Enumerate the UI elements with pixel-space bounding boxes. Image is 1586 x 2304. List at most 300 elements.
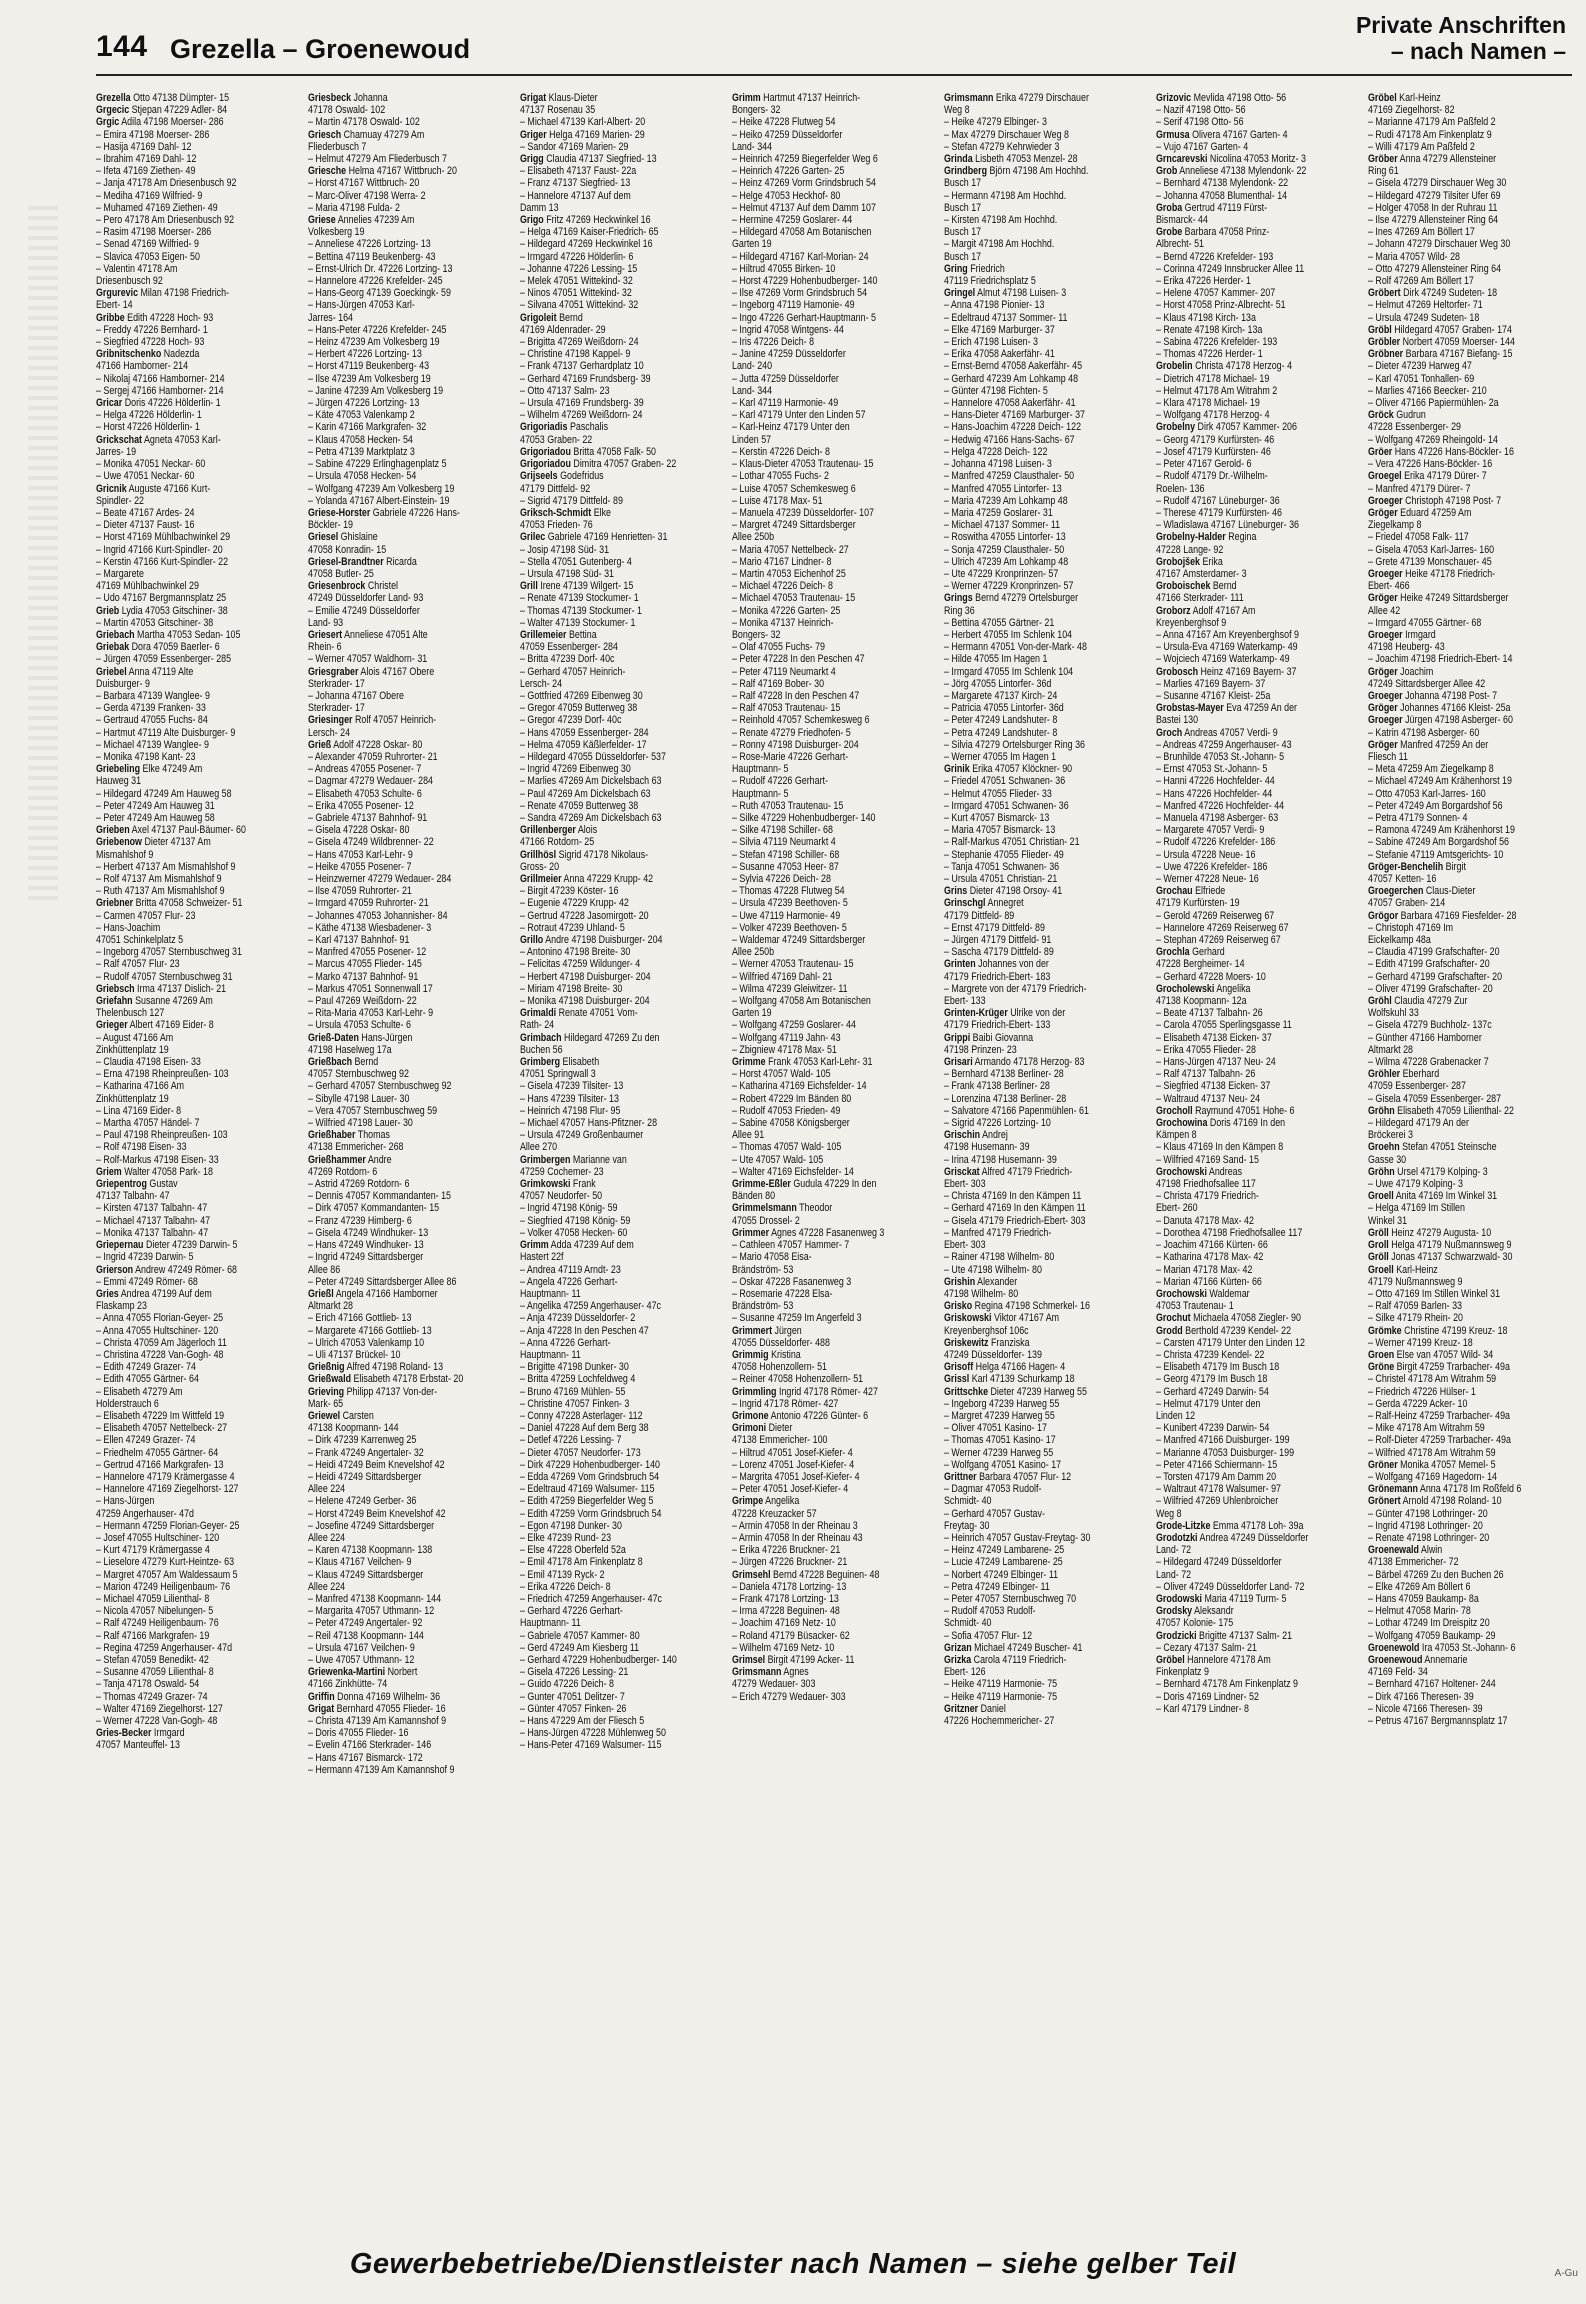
directory-entry — [1368, 275, 1576, 287]
directory-entry — [308, 897, 516, 909]
entry-details: – Hermann 47198 Am Hochhd. Busch 17 — [944, 189, 1067, 214]
entry-surname: Gröbler — [1368, 336, 1401, 349]
directory-entry — [1156, 1215, 1364, 1227]
directory-entry — [520, 971, 728, 983]
directory-entry — [1368, 1178, 1576, 1190]
entry-details: – Pero 47178 Am Driesenbusch 92 — [96, 214, 235, 227]
directory-entry — [1368, 556, 1576, 568]
directory-entry — [96, 861, 304, 873]
entry-details: – Ralf 47166 Markgrafen- 19 — [96, 1629, 210, 1642]
entry-surname: Grittschke — [944, 1385, 989, 1398]
entry-details: Erika 47279 Dirschauer Weg 8 — [944, 92, 1089, 117]
entry-details: – Oliver 47199 Grafschafter- 20 — [1368, 982, 1493, 995]
entry-details: Berthold 47239 Kendel- 22 — [1182, 1324, 1292, 1337]
directory-entry — [732, 751, 940, 775]
directory-entry — [520, 1520, 728, 1532]
entry-surname: Grögor — [1368, 909, 1399, 922]
entry-details: – Siegfried 47228 Hoch- 93 — [96, 336, 205, 349]
directory-entry — [96, 1544, 304, 1556]
entry-details: Carsten 47138 Koopmann- 144 — [308, 1409, 399, 1435]
entry-details: Norbert 47166 Zinkhütte- 74 — [308, 1666, 418, 1691]
directory-entry — [944, 641, 1152, 653]
entry-surname: Grigoriadou — [520, 445, 571, 458]
entry-details: – Anna 47055 Florian-Geyer- 25 — [96, 1312, 224, 1325]
entry-details: Britta 47058 Schweizer- 51 — [133, 897, 243, 910]
directory-entry — [520, 739, 728, 751]
directory-entry — [944, 1166, 1152, 1190]
entry-surname: Grimpe — [732, 1495, 764, 1508]
directory-entry — [732, 116, 940, 128]
entry-details: Andre 47269 Rotdorn- 6 — [308, 1153, 392, 1178]
entry-details: – Käte 47053 Valenkamp 2 — [308, 409, 415, 422]
directory-entry — [308, 470, 516, 482]
directory-entry — [1156, 1154, 1364, 1166]
entry-surname: Griepentrog — [96, 1178, 147, 1191]
directory-entry — [944, 348, 1152, 360]
entry-surname: Grömke — [1368, 1324, 1402, 1337]
directory-entry — [732, 1495, 940, 1519]
entry-details: Edith 47228 Hoch- 93 — [124, 311, 214, 324]
directory-entry — [520, 1154, 728, 1178]
directory-entry — [1156, 1166, 1364, 1190]
entry-details: Christel 47249 Düsseldorfer Land- 93 — [308, 580, 424, 605]
directory-entry — [944, 1093, 1152, 1105]
entry-details: – Susanne 47259 Im Angerfeld 3 — [732, 1312, 862, 1325]
directory-entry — [520, 1691, 728, 1703]
directory-entry — [96, 1642, 304, 1654]
entry-details: – Emira 47198 Moerser- 286 — [96, 128, 210, 141]
directory-entry — [96, 1349, 304, 1361]
directory-entry — [1368, 1691, 1576, 1703]
entry-details: – Michael 47137 Sommer- 11 — [944, 519, 1061, 532]
directory-entry — [308, 263, 516, 275]
entry-details: – Hildegard 47055 Düsseldorfer- 537 — [520, 750, 666, 763]
directory-entry — [1368, 1471, 1576, 1483]
entry-details: – Angelika 47259 Angerhauser- 47c — [520, 1300, 662, 1313]
entry-details: – Christa 47059 Am Jägerloch 11 — [96, 1336, 227, 1349]
directory-entry — [1156, 1093, 1364, 1105]
entry-details: – Claudia 47199 Grafschafter- 20 — [1368, 946, 1500, 959]
entry-details: – Ingrid 47198 König- 59 — [520, 1202, 618, 1215]
directory-entry — [732, 312, 940, 324]
entry-details: – Helga 47169 Im Stillen Winkel 31 — [1368, 1202, 1465, 1227]
entry-surname: Grillenberger — [520, 824, 576, 837]
entry-details: – Wolfgang 47239 Am Volkesberg 19 — [308, 482, 455, 495]
entry-details: – Gerhard 47057 Gustav- Freytag- 30 — [944, 1507, 1045, 1532]
entry-surname: Griewenka-Martini — [308, 1666, 386, 1679]
entry-details: Stjepan 47229 Adler- 84 — [129, 104, 228, 117]
entry-details: – Gerda 47139 Franken- 33 — [96, 702, 206, 715]
entry-details: – Bernhard 47167 Holtener- 244 — [1368, 1678, 1496, 1691]
directory-entry — [308, 1080, 516, 1092]
entry-details: – Andreas 47259 Angerhauser- 43 — [1156, 738, 1292, 751]
directory-entry — [308, 824, 516, 836]
entry-surname: Grimoni — [732, 1422, 767, 1435]
directory-entry — [1156, 653, 1364, 665]
entry-details: – Robert 47229 Im Bänden 80 — [732, 1092, 852, 1105]
entry-details: – Thomas 47057 Wald- 105 — [732, 1141, 842, 1154]
entry-details: – Andrea 47119 Arndt- 23 — [520, 1263, 621, 1276]
entry-details: – Lucie 47249 Lambarene- 25 — [944, 1556, 1063, 1569]
directory-entry — [1368, 287, 1576, 299]
entry-details: – Rotraut 47239 Uhland- 5 — [520, 921, 625, 934]
entry-details: Ursel 47179 Kolping- 3 — [1394, 1165, 1488, 1178]
entry-surname: Grießnig — [308, 1361, 345, 1374]
entry-details: – Horst 47058 Prinz-Albrecht- 51 — [1156, 299, 1286, 312]
directory-entry — [308, 1373, 516, 1385]
directory-entry — [732, 873, 940, 885]
directory-entry — [520, 1056, 728, 1080]
entry-surname: Griger — [520, 128, 547, 141]
entry-details: – Melek 47051 Wittekind- 32 — [520, 275, 633, 288]
directory-column — [944, 92, 1152, 2232]
entry-details: – Maria 47198 Fulda- 2 — [308, 201, 401, 214]
directory-entry — [944, 1678, 1152, 1690]
directory-entry — [96, 1715, 304, 1727]
entry-details: Axel 47137 Paul-Bäumer- 60 — [129, 824, 246, 837]
entry-details: – Hildegard 47058 Am Botanischen Garten 19 — [732, 226, 872, 251]
entry-surname: Gröger — [1368, 702, 1398, 715]
entry-details: – Werner 47229 Kronprinzen- 57 — [944, 580, 1074, 593]
directory-entry — [308, 958, 516, 970]
entry-details: – Herbert 47055 Im Schlenk 104 — [944, 628, 1073, 641]
entry-details: Ghislaine 47058 Konradin- 15 — [308, 531, 387, 556]
directory-entry — [308, 1471, 516, 1495]
entry-details: – Peter 47228 In den Peschen 47 — [732, 653, 865, 666]
entry-details: – Carmen 47057 Flur- 23 — [96, 909, 196, 922]
entry-details: – Ibrahim 47169 Dahl- 12 — [96, 153, 197, 166]
entry-details: – Elisabeth 47279 Am Holderstrauch 6 — [96, 1385, 183, 1410]
entry-details: – Marlies 47169 Bayern- 37 — [1156, 677, 1266, 690]
directory-entry — [1156, 885, 1364, 909]
directory-entry — [96, 958, 304, 970]
directory-entry — [1368, 1361, 1576, 1373]
entry-details: Paschalis 47053 Graben- 22 — [520, 421, 609, 446]
directory-entry — [520, 751, 728, 763]
entry-details: Anna 47178 Im Roßfeld 6 — [1417, 1483, 1522, 1496]
directory-entry — [1156, 1630, 1364, 1642]
entry-details: – Martha 47057 Händel- 7 — [96, 1117, 200, 1130]
directory-entry — [1368, 1447, 1576, 1459]
directory-entry — [96, 519, 304, 531]
entry-details: – Helmut 47179 Unter den Linden 12 — [1156, 1397, 1261, 1422]
directory-entry — [1156, 666, 1364, 678]
entry-details: – Ralf 47059 Barlen- 33 — [1368, 1300, 1463, 1313]
directory-entry — [96, 1630, 304, 1642]
entry-surname: Gröhn — [1368, 1165, 1395, 1178]
entry-details: – Helmut 47058 Marin- 78 — [1368, 1605, 1471, 1618]
entry-details: – Maria 47057 Nettelbeck- 27 — [732, 543, 849, 556]
directory-entry — [944, 763, 1152, 775]
entry-details: – Gisela 47279 Dirschauer Weg 30 — [1368, 177, 1507, 190]
directory-entry — [732, 495, 940, 507]
entry-details: – Margrete von der 47179 Friedrich- Ebert- 133 — [944, 982, 1087, 1008]
directory-entry — [308, 1239, 516, 1251]
directory-entry — [1156, 641, 1364, 653]
entry-details: Arnold 47198 Roland- 10 — [1400, 1495, 1502, 1508]
entry-details: Manfred 47259 An der Fliesch 11 — [1368, 738, 1489, 763]
entry-details: – Mediha 47169 Wilfried- 9 — [96, 189, 203, 202]
directory-entry — [96, 1080, 304, 1104]
entry-surname: Grieb — [96, 604, 120, 617]
directory-entry — [732, 446, 940, 458]
entry-details: Anna 47119 Alte Duisburger- 9 — [96, 665, 194, 690]
entry-details: – Ursula-Eva 47169 Waterkamp- 49 — [1156, 641, 1298, 654]
directory-entry — [520, 788, 728, 800]
entry-details: – Gertrud 47166 Markgrafen- 13 — [96, 1458, 224, 1471]
entry-details: Eva 47259 An der Bastei 130 — [1156, 702, 1297, 727]
entry-details: – Ulrich 47053 Valenkamp 10 — [308, 1336, 425, 1349]
entry-details: – Martin 47053 Eichenhof 25 — [732, 567, 846, 580]
entry-details: – Paul 47198 Rheinpreußen- 103 — [96, 1129, 228, 1142]
entry-details: – Werner 47239 Harweg 55 — [944, 1446, 1054, 1459]
entry-surname: Grodsky — [1156, 1605, 1193, 1618]
entry-details: – Dorothea 47198 Friedhofsallee 117 — [1156, 1226, 1303, 1239]
entry-details: Carola 47119 Friedrich- Ebert- 126 — [944, 1654, 1067, 1679]
directory-entry — [1368, 727, 1576, 739]
directory-entry — [96, 1117, 304, 1129]
entry-details: – Peter 47119 Neumarkt 4 — [732, 665, 836, 678]
entry-surname: Gricnik — [96, 482, 127, 495]
directory-entry — [96, 885, 304, 897]
section-title-line1: Private Anschriften — [1355, 12, 1566, 38]
directory-entry — [96, 897, 304, 909]
entry-details: – Anna 47226 Gerhart- Hauptmann- 11 — [520, 1336, 611, 1361]
directory-entry — [308, 1154, 516, 1178]
directory-entry — [520, 336, 728, 348]
entry-details: – Senad 47169 Wilfried- 9 — [96, 238, 199, 251]
entry-details: – Werner 47228 Van-Gogh- 48 — [96, 1715, 218, 1728]
entry-surname: Grieß-Daten — [308, 1031, 359, 1044]
entry-details: Klaus-Dieter 47137 Rosenau 35 — [520, 92, 598, 117]
directory-entry — [1156, 800, 1364, 812]
entry-details: – Wolfgang 47058 Am Botanischen Garten 19 — [732, 995, 871, 1020]
entry-details: – Katharina 47178 Max- 42 — [1156, 1251, 1264, 1264]
entry-details: Birgit 47259 Trarbacher- 49a — [1394, 1361, 1510, 1374]
entry-surname: Groeger — [1368, 567, 1403, 580]
entry-details: – Waltraut 47178 Walsumer- 97 — [1156, 1483, 1281, 1496]
entry-surname: Gribbe — [96, 311, 125, 324]
directory-entry — [732, 544, 940, 556]
entry-details: – Ruth 47053 Trautenau- 15 — [732, 799, 844, 812]
entry-surname: Gröll — [1368, 1251, 1389, 1264]
entry-details: Gudrun 47228 Essenberger- 29 — [1368, 409, 1462, 434]
directory-entry — [1156, 678, 1364, 690]
entry-details: Antonio 47226 Günter- 6 — [768, 1409, 869, 1422]
entry-details: Frank 47053 Karl-Lehr- 31 — [765, 1056, 873, 1069]
directory-entry — [96, 1593, 304, 1605]
entry-details: – Christa 47239 Kendel- 22 — [1156, 1348, 1265, 1361]
directory-entry — [1368, 653, 1576, 665]
directory-entry — [1368, 1459, 1576, 1471]
directory-entry — [520, 263, 728, 275]
directory-entry — [520, 1215, 728, 1227]
entry-details: Dieter 47137 Am Mismahlshof 9 — [96, 836, 211, 861]
directory-entry — [308, 373, 516, 385]
directory-entry — [1368, 458, 1576, 470]
directory-entry — [1368, 1288, 1576, 1300]
directory-entry — [1368, 775, 1576, 787]
entry-details: Gabriele 47169 Henrietten- 31 — [545, 531, 668, 544]
directory-entry — [308, 995, 516, 1007]
directory-entry — [732, 299, 940, 311]
entry-details: – Sibylle 47198 Lauer- 30 — [308, 1092, 410, 1105]
entry-details: Ulrike von der 47179 Friedrich-Ebert- 133 — [944, 1007, 1066, 1032]
entry-details: – Astrid 47269 Rotdorn- 6 — [308, 1178, 410, 1191]
entry-details: – Dirk 47239 Karrenweg 25 — [308, 1434, 417, 1447]
entry-details: – Christa 47169 In den Kämpen 11 — [944, 1190, 1082, 1203]
entry-details: – Frank 47137 Gerhardplatz 10 — [520, 360, 644, 373]
entry-details: – Ursula 47053 Schulte- 6 — [308, 1019, 411, 1032]
entry-details: Philipp 47137 Von-der- Mark- 65 — [308, 1385, 438, 1410]
directory-entry — [1156, 1068, 1364, 1080]
directory-entry — [944, 946, 1152, 958]
entry-details: – Anja 47228 In den Peschen 47 — [520, 1324, 649, 1337]
entry-details: – Maria 47057 Bismarck- 13 — [944, 824, 1056, 837]
directory-entry — [96, 129, 304, 141]
directory-entry — [944, 1154, 1152, 1166]
directory-entry — [1368, 849, 1576, 861]
entry-details: – Hilde 47055 Im Hagen 1 — [944, 653, 1048, 666]
directory-entry — [1156, 1422, 1364, 1434]
entry-surname: Griesel-Brandtner — [308, 555, 384, 568]
directory-entry — [96, 971, 304, 983]
directory-entry — [944, 983, 1152, 1007]
directory-entry — [944, 592, 1152, 616]
entry-details: – Nikolaj 47166 Hamborner- 214 — [96, 372, 225, 385]
directory-entry — [944, 1630, 1152, 1642]
entry-details: – Helge 47053 Heckhof- 80 — [732, 189, 841, 202]
entry-details: – Michael 47057 Hans-Pfitzner- 28 — [520, 1117, 658, 1130]
entry-details: Birgit 47057 Ketten- 16 — [1368, 860, 1466, 885]
directory-entry — [308, 861, 516, 873]
directory-entry — [308, 1361, 516, 1373]
directory-entry — [96, 1495, 304, 1519]
entry-details: – Walter 47139 Stockumer- 1 — [520, 616, 636, 629]
directory-entry — [520, 397, 728, 409]
entry-details: – Renate 47198 Lothringer- 20 — [1368, 1531, 1490, 1544]
entry-details: – Elke 47269 Am Böllert 6 — [1368, 1580, 1471, 1593]
directory-entry — [308, 971, 516, 983]
entry-details: – Edith 47259 Biegerfelder Weg 5 — [520, 1495, 654, 1508]
entry-surname: Groboischek — [1156, 580, 1211, 593]
entry-details: – Hans-Peter 47226 Krefelder- 245 — [308, 323, 447, 336]
directory-entry — [520, 666, 728, 690]
directory-entry — [96, 1361, 304, 1373]
entry-surname: Grießhaber — [308, 1129, 356, 1142]
directory-entry — [1156, 1373, 1364, 1385]
directory-entry — [944, 1227, 1152, 1251]
directory-entry — [96, 1434, 304, 1446]
directory-entry — [944, 751, 1152, 763]
directory-entry — [1368, 348, 1576, 360]
directory-entry — [1368, 1141, 1576, 1165]
entry-details: – Peter 47051 Josef-Kiefer- 4 — [732, 1483, 849, 1496]
entry-details: Johannes von der 47179 Friedrich-Ebert- 183 — [944, 958, 1051, 983]
directory-entry — [520, 1276, 728, 1300]
directory-entry — [308, 214, 516, 238]
directory-entry — [96, 214, 304, 226]
directory-entry — [1156, 336, 1364, 348]
entry-details: – Georg 47179 Kurfürsten- 46 — [1156, 433, 1275, 446]
entry-details: – Manfred 47166 Duisburger- 199 — [1156, 1434, 1290, 1447]
entry-details: Theodor 47055 Drossel- 2 — [732, 1202, 833, 1227]
directory-entry — [520, 800, 728, 812]
entry-details: – Dieter 47057 Neudorfer- 173 — [520, 1446, 641, 1459]
entry-details: – Gisela 47226 Lessing- 21 — [520, 1666, 629, 1679]
directory-entry — [96, 1312, 304, 1324]
entry-details: Irmgard 47198 Heuberg- 43 — [1368, 628, 1445, 654]
directory-entry — [520, 1544, 728, 1556]
directory-entry — [520, 1080, 728, 1092]
entry-details: – Heinz 47269 Vorm Grindsbruch 54 — [732, 177, 876, 190]
directory-entry — [1368, 1373, 1576, 1385]
directory-entry — [944, 287, 1152, 299]
entry-surname: Groll — [1368, 1239, 1389, 1252]
entry-details: – Markus 47051 Sonnenwall 17 — [308, 982, 433, 995]
directory-entry — [944, 1007, 1152, 1031]
directory-entry — [1156, 177, 1364, 189]
entry-surname: Grimmling — [732, 1385, 777, 1398]
entry-details: – Erika 47226 Bruckner- 21 — [732, 1544, 841, 1557]
directory-entry — [1156, 1471, 1364, 1483]
directory-entry — [520, 727, 728, 739]
entry-details: – Karl 47119 Harmonie- 49 — [732, 397, 839, 410]
directory-entry — [1368, 446, 1576, 458]
entry-details: – Hildegard 47179 An der Bröckerei 3 — [1368, 1117, 1469, 1142]
entry-surname: Grimaldi — [520, 1007, 557, 1020]
entry-details: Mevlida 47198 Otto- 56 — [1191, 92, 1287, 104]
directory-entry — [1368, 1520, 1576, 1532]
entry-details: – Erika 47055 Flieder- 28 — [1156, 1043, 1256, 1056]
entry-details: – Elisabeth 47229 Im Wittfeld 19 — [96, 1409, 225, 1422]
directory-entry — [1368, 702, 1576, 714]
entry-details: – Otto 47169 Im Stillen Winkel 31 — [1368, 1287, 1501, 1300]
directory-entry — [1156, 1520, 1364, 1532]
entry-surname: Grissl — [944, 1373, 970, 1386]
entry-surname: Grodowski — [1156, 1592, 1202, 1605]
directory-entry — [1368, 910, 1576, 922]
entry-details: – Cezary 47137 Salm- 21 — [1156, 1641, 1257, 1654]
directory-entry — [944, 1264, 1152, 1276]
entry-surname: Gröer — [1368, 445, 1393, 458]
entry-details: Bernd 47057 Sternbuschweg 92 — [308, 1056, 409, 1081]
scan-edge-mark — [28, 200, 58, 900]
entry-surname: Grochut — [1156, 1312, 1191, 1325]
directory-entry — [308, 1495, 516, 1507]
entry-surname: Grimsel — [732, 1654, 766, 1666]
entry-details: – Wolfgang 47051 Kasino- 17 — [944, 1458, 1062, 1471]
entry-surname: Grimberg — [520, 1056, 561, 1069]
entry-surname: Grizovic — [1156, 92, 1192, 104]
entry-details: – Kurt 47179 Krämergasse 4 — [96, 1544, 210, 1557]
entry-details: – Norbert 47249 Elbinger- 11 — [944, 1568, 1059, 1581]
directory-entry — [944, 519, 1152, 531]
entry-details: – Hans 47229 Am der Fliesch 5 — [520, 1715, 645, 1728]
entry-surname: Griefahn — [96, 995, 133, 1008]
directory-entry — [308, 629, 516, 653]
entry-details: – Oliver 47051 Kasino- 17 — [944, 1422, 1047, 1435]
entry-surname: Grigoleit — [520, 311, 557, 324]
entry-details: – Hannelore 47179 Krämergasse 4 — [96, 1470, 235, 1483]
entry-details: – Gerhard 47057 Heinrich- Lersch- 24 — [520, 665, 626, 690]
entry-details: – Hildegard 47167 Karl-Morian- 24 — [732, 250, 869, 263]
directory-entry — [96, 592, 304, 604]
entry-details: Erika 47179 Dürer- 7 — [1401, 470, 1487, 483]
entry-details: – Manfred 47179 Dürer- 7 — [1368, 482, 1471, 495]
directory-entry — [1156, 1483, 1364, 1495]
entry-details: – Erika 47055 Posener- 12 — [308, 799, 414, 812]
